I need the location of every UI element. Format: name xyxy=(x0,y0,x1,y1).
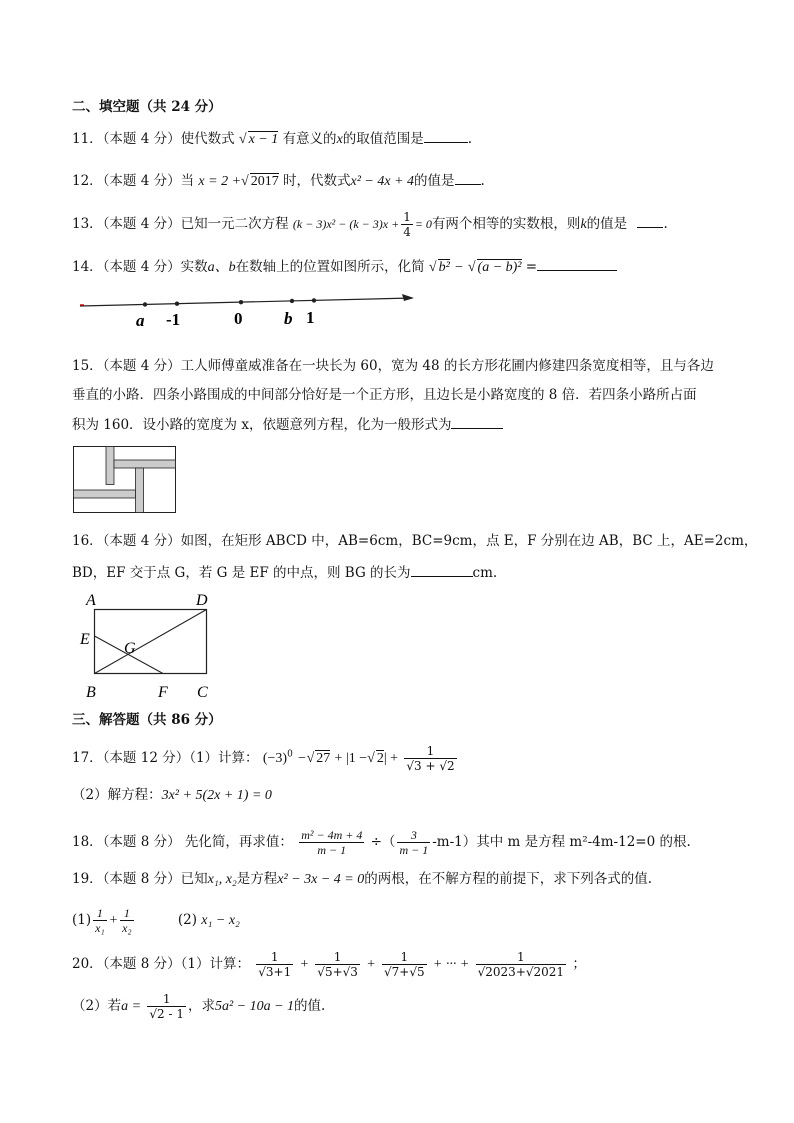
path-horizontal-bottom xyxy=(74,490,136,498)
answer-blank[interactable] xyxy=(411,562,473,577)
label-A: A xyxy=(86,592,96,609)
number-line-figure xyxy=(76,288,421,336)
question-19: 19．（本题 8 分）已知x₁, x₂是方程x² − 3x − 4 = 0的两根，在不解方程的前提下，求下列各式的值. xyxy=(72,871,653,887)
label-0: 0 xyxy=(234,309,243,328)
question-16-line-2: BD，EF 交于点 G，若 G 是 EF 的中点，则 BG 的长为 cm. xyxy=(72,562,497,583)
answer-blank[interactable] xyxy=(451,414,503,429)
label-B: B xyxy=(86,684,96,701)
question-17-part-1: 17．（本题 12 分）（1）计算： $(-3)^0$ −√ 27 + |1 −√ 2| + $\frac{1}{√3 + √2}$ xyxy=(72,744,455,773)
question-16-line-1: 16．（本题 4 分）如图，在矩形 ABCD 中，AB=6cm，BC=9cm，点 E，F 分别在边 AB，BC 上，AE=2cm， xyxy=(72,533,758,549)
label-F: F xyxy=(158,684,168,701)
question-11: 11．（本题 4 分）使代数式 √ x − 1 有意义的x的取值范围是 . xyxy=(72,128,472,150)
question-15-line-3: 积为 160．设小路的宽度为 x，依题意列方程，化为一般形式为 xyxy=(72,414,503,435)
label-neg1: -1 xyxy=(166,310,181,329)
section-title: 三、解答题（共 86 分） xyxy=(72,712,222,728)
path-horizontal-top xyxy=(114,460,176,468)
question-12: 12．（本题 4 分）当 x = 2 +√ 2017 时，代数式x² − 4x + 4的值是 . xyxy=(72,170,485,192)
answer-blank[interactable] xyxy=(424,128,468,143)
point-1 xyxy=(312,298,316,302)
question-15-line-2: 垂直的小路．四条小路围成的中间部分恰好是一个正方形，且边长是小路宽度的 8 倍．若四条小路所占面 xyxy=(72,387,697,403)
point-neg1 xyxy=(175,302,179,306)
path-vertical-left xyxy=(106,447,114,485)
question-17-part-2: （2）解方程：3x² + 5(2x + 1) = 0 xyxy=(72,787,272,803)
answer-blank[interactable] xyxy=(455,170,481,185)
label-G: G xyxy=(124,640,136,657)
label-b: b xyxy=(284,309,293,328)
question-14: 14．（本题 4 分）实数a、b在数轴上的位置如图所示，化简 √ b² − √ (a − b)² = xyxy=(72,256,617,278)
label-D: D xyxy=(196,592,208,609)
question-15-line-1: 15．（本题 4 分）工人师傅童威准备在一块长为 60，宽为 48 的长方形花圃内修建四条宽度相等，且与各边 xyxy=(72,358,714,374)
point-b xyxy=(290,299,294,303)
number-line-axis xyxy=(80,298,412,306)
question-13: 13．（本题 4 分）已知一元二次方程 (k − 3)x² − (k − 3)x + $\frac{1}{4}$ = 0有两个相等的实数根，则k的值是 . xyxy=(72,210,668,239)
label-1: 1 xyxy=(306,308,315,327)
answer-blank[interactable] xyxy=(537,256,617,271)
point-a xyxy=(143,302,147,306)
garden-figure xyxy=(73,446,177,514)
question-19-parts: (1) $\frac{1}{\text{x₁}}$ + $\frac{1}{\text{x₂}}$ (2) x₁ − x₂ xyxy=(72,906,240,935)
label-C: C xyxy=(197,684,208,701)
label-a: a xyxy=(136,311,145,330)
question-18: 18．（本题 8 分） 先化简，再求值： $\frac{\text{m² − 4m + 4}}{m - 1}$ ÷（ $\frac{3}{m - 1}$ -m-1）其中 m 是方程 m²-4m-12=0 的根. xyxy=(72,828,691,857)
label-E: E xyxy=(80,631,90,648)
arrow-icon xyxy=(402,294,414,301)
rectangle-figure xyxy=(76,588,226,702)
question-20-part-2: （2）若a = $\frac{1}{√2 - 1}$ ，求5a² − 10a − 1的值. xyxy=(72,992,326,1021)
path-vertical-right xyxy=(136,468,144,513)
question-20-part-1: 20．（本题 8 分）（1）计算： $\frac{1}{√3+1}$ + $\frac{1}{√5+√3}$ + $\frac{1}{√7+√5}$ + ··· + $\frac{1}{√2023+√2021}$ ； xyxy=(72,950,586,979)
section-title: 二、填空题（共 24 分） xyxy=(72,99,222,115)
answer-blank[interactable] xyxy=(637,213,663,228)
point-0 xyxy=(239,300,243,304)
segment-bd xyxy=(95,610,207,674)
